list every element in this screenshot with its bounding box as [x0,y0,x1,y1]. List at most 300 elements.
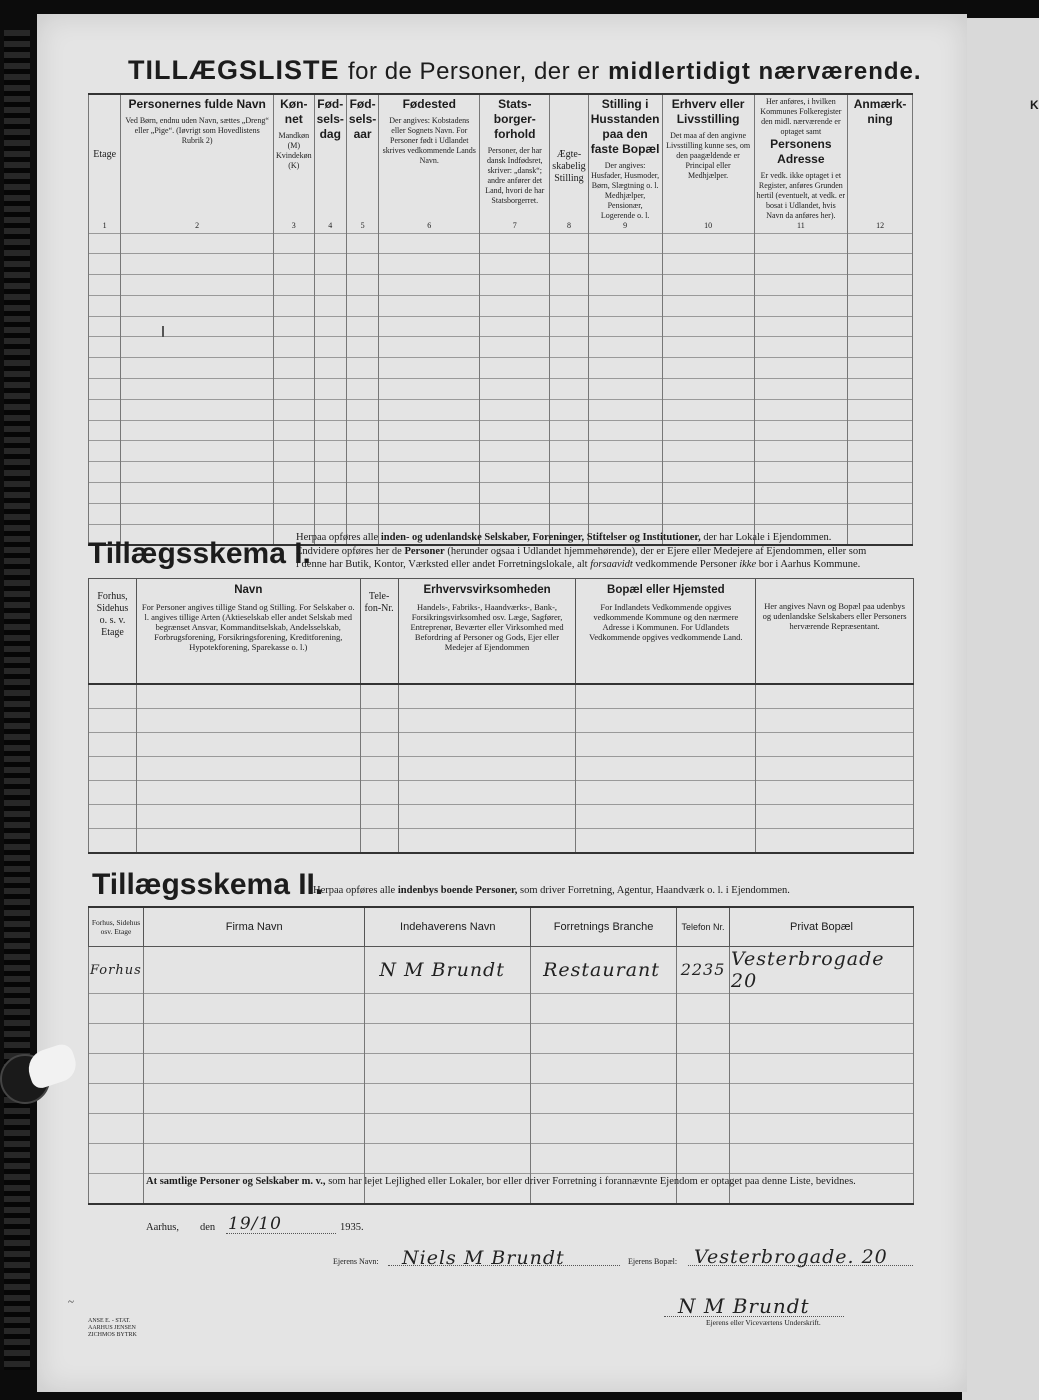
main-title [128,55,922,86]
column-number: 9 [623,220,628,230]
date-label: den [200,1222,216,1233]
table-cell [121,254,274,275]
column-header-4 [531,907,677,947]
table-cell [89,316,121,337]
table-cell [314,295,346,316]
table-cell [365,1054,531,1084]
table-cell [379,399,480,420]
table-cell [754,316,848,337]
table-cell [314,358,346,379]
column-title: Stilling i Husstanden paa den faste Bopæl [590,97,660,156]
table-cell [576,709,756,733]
table-cell [848,420,913,441]
table-cell [346,503,378,524]
owner-name-label: Ejerens Navn: [333,1257,379,1266]
table-cell [89,503,121,524]
table-cell [121,399,274,420]
table-cell [662,420,754,441]
table-cell [121,462,274,483]
table-cell [480,233,550,254]
table-cell [314,233,346,254]
table-cell [754,503,848,524]
table-cell [314,503,346,524]
table-cell [480,420,550,441]
table-cell [550,420,588,441]
table-cell [480,275,550,296]
table-cell [480,483,550,504]
year: 1935. [340,1222,364,1233]
table-cell [588,295,662,316]
column-header-1 [89,579,137,685]
table-cell [677,1024,730,1054]
column-title: Personernes fulde Navn [128,97,266,111]
table-cell [89,1054,144,1084]
place-label: Aarhus, [146,1222,179,1233]
table-cell [89,684,137,709]
table-cell [143,1114,364,1144]
column-note: Forhus, Sidehus o. s. v. Etage [96,591,129,638]
cell-telefon [677,947,730,994]
table-cell [89,733,137,757]
table-cell [89,275,121,296]
table-cell [550,462,588,483]
column-header-6 [730,907,914,947]
table-cell [89,1024,144,1054]
table-cell [662,295,754,316]
pencil-mark: ~ [68,1296,74,1308]
intro-text: Herpaa opføres alle [313,885,396,896]
adjacent-page-letter: K [1030,98,1039,112]
intro-text: i denne har Butik, Kontor, Værksted eller andet Forretningslokale, alt [296,559,588,570]
table-row [89,709,914,733]
table-cell [121,483,274,504]
table-cell [121,503,274,524]
table-cell [480,316,550,337]
table-row [89,829,914,854]
column-note: Handels-, Fabriks-, Haandværks-, Bank-, Forsikringsvirksomhed osv. Læge, Sagfører, Entreprenør, Beværter eller Virksomhed med Befordring af Personer og Gods, Ejer eller Medejer af Ejendommen [410,602,564,652]
table-cell [480,399,550,420]
table-cell [89,1144,144,1174]
table-cell [274,295,315,316]
column-header-10 [662,94,754,233]
table-cell [121,358,274,379]
column-title: Firma Navn [225,920,283,933]
table-cell [588,462,662,483]
table-cell [848,316,913,337]
adjacent-page [962,18,1039,1400]
table-cell [576,805,756,829]
table-cell [531,1114,677,1144]
local-business-table [88,906,914,1205]
cell-bopael [730,947,914,994]
table-cell [662,316,754,337]
handwritten-etage: Forhus [90,963,142,978]
table-cell [365,1084,531,1114]
table-cell [730,1084,914,1114]
table-cell [346,358,378,379]
table-cell [677,1054,730,1084]
column-number: 10 [704,220,713,230]
table-cell [121,316,274,337]
intro-text: som driver Forretning, Agentur, Haandværk o. l. i Ejendommen. [519,885,790,896]
table-cell [136,805,360,829]
table-row [89,233,913,254]
table-cell [588,399,662,420]
table-cell [754,233,848,254]
handwritten-phone: 2235 [680,960,726,979]
table-cell [848,399,913,420]
table-cell [314,462,346,483]
table-cell [314,337,346,358]
table-cell [480,295,550,316]
table-cell [754,295,848,316]
table-cell [121,233,274,254]
table-cell [346,275,378,296]
intro-bold: indenbys boende Personer, [397,885,518,896]
table-cell [576,781,756,805]
column-number: 11 [797,220,805,230]
column-number: 8 [566,220,571,230]
table-row [89,1024,914,1054]
companies-table-body [89,684,914,853]
column-note: Her angives Navn og Bopæl paa udenbys og udenlandske Selskabers eller Personers herværende Repræsentant. [762,601,907,631]
table-cell [379,462,480,483]
column-title: Forretnings Branche [553,920,654,933]
table-cell [398,733,576,757]
table-cell [531,994,677,1024]
table-cell [314,399,346,420]
table-cell [89,829,137,854]
column-header-3 [365,907,531,947]
table-cell [89,994,144,1024]
table-cell [360,757,398,781]
table-cell [360,684,398,709]
table-cell [346,399,378,420]
table-cell [89,1174,144,1205]
table-cell [379,337,480,358]
table-cell [274,503,315,524]
table-cell [756,733,914,757]
table-cell [754,358,848,379]
column-header-2 [121,94,274,233]
column-header-6 [756,579,914,685]
table-cell [379,316,480,337]
table-cell [89,781,137,805]
table-cell [121,379,274,400]
column-title: Erhverv eller Livsstilling [671,97,745,126]
table-cell [480,441,550,462]
table-cell [754,399,848,420]
table-cell [89,358,121,379]
declaration [146,1176,916,1187]
table-row [89,503,913,524]
column-note: For Personer angives tillige Stand og Stilling. For Selskaber o. l. angives tillige Arten (Aktieselskab eller andet Selskab med begrænset Ansvar, Kommanditselskab, Andelsselskab, Forbrugsforening, Forsikringsforening, Kreditforening, Hypotekforening, Sparekasse o. l.) [141,602,355,652]
column-note: Etage [93,149,117,160]
table-cell [754,379,848,400]
table-cell [848,483,913,504]
table-cell [730,1054,914,1084]
table-cell [480,337,550,358]
table-cell [588,337,662,358]
table-cell [398,781,576,805]
column-header-3 [360,579,398,685]
table-cell [662,337,754,358]
table-cell [662,441,754,462]
table-cell [550,254,588,275]
table-cell [848,254,913,275]
table-cell [314,441,346,462]
column-header-1 [89,94,121,233]
column-header-4 [314,94,346,233]
table-cell [848,379,913,400]
table-cell [588,441,662,462]
table-cell [379,358,480,379]
table-cell [754,420,848,441]
table-cell [365,1114,531,1144]
table-cell [136,684,360,709]
intro-text: der har Lokale i Ejendommen. [703,532,832,543]
table-cell [398,757,576,781]
table-cell [480,503,550,524]
table-cell [89,462,121,483]
table-cell [756,829,914,854]
declaration-bold: At samtlige Personer og Selskaber m. v., [146,1176,326,1187]
table-cell [136,781,360,805]
table-cell [756,709,914,733]
table-cell [379,483,480,504]
table-row [89,1114,914,1144]
column-title: Indehaverens Navn [400,920,496,933]
table-cell [360,829,398,854]
table-row [89,275,913,296]
table-cell [848,358,913,379]
table-cell [314,379,346,400]
column-title: Personens Adresse [770,137,832,166]
table-cell [346,233,378,254]
column-header-1 [89,907,144,947]
table-cell [346,379,378,400]
column-title: Fødested [402,97,456,111]
intro-text: bor i Aarhus Kommune. [758,559,861,570]
printer-mark: ANSE E. - STAT. AARHUS JENSEN ZICHMOS BYTRK [88,1318,137,1338]
table-cell [848,295,913,316]
table-cell [89,805,137,829]
table-cell [143,1144,364,1174]
table-cell [89,254,121,275]
table-cell [588,316,662,337]
table-cell [550,379,588,400]
table-cell [480,358,550,379]
table-cell [360,805,398,829]
table-cell [756,757,914,781]
table-cell [314,254,346,275]
column-title: Bopæl eller Hjemsted [607,584,725,596]
table-cell [398,709,576,733]
table-row [89,295,913,316]
table-cell [662,462,754,483]
table-cell [346,254,378,275]
table-cell [677,1144,730,1174]
table-row [89,379,913,400]
table-cell [379,233,480,254]
companies-table [88,578,914,854]
intro-text: Endvidere opføres her de [296,545,402,557]
column-header-3 [274,94,315,233]
column-header-11 [754,94,848,233]
column-header-2 [136,579,360,685]
binder-clip [0,1040,78,1110]
table-cell [550,275,588,296]
table-cell [754,462,848,483]
column-number: 1 [102,220,107,230]
table-cell [754,337,848,358]
intro-text: vedkommende Personer [635,559,737,570]
table-cell [89,420,121,441]
table-cell [576,757,756,781]
table-cell [89,1114,144,1144]
table-cell [314,316,346,337]
table-cell [576,733,756,757]
table-cell [365,994,531,1024]
table-cell [89,441,121,462]
pencil-mark [162,326,164,337]
table-cell [662,399,754,420]
table-cell [360,733,398,757]
table-cell [365,1144,531,1174]
table-cell [756,684,914,709]
table-row [89,462,913,483]
table-cell [662,379,754,400]
main-title-bold: TILLÆGSLISTE [128,55,340,85]
table-cell [121,295,274,316]
table-cell [588,254,662,275]
table-cell [274,420,315,441]
column-header-2 [143,907,364,947]
table-row [89,805,914,829]
table-row [89,483,913,504]
table-cell [89,757,137,781]
table-cell [677,1084,730,1114]
table-cell [754,275,848,296]
column-number: 2 [195,220,200,230]
table-cell [576,829,756,854]
table-cell [677,1114,730,1144]
table-row [89,684,914,709]
persons-table-header [89,94,913,233]
table-cell [756,781,914,805]
column-note: Ved Børn, endnu uden Navn, sættes „Dreng“ eller „Pige“. (Iøvrigt som Hovedlistens Rubrik 2) [125,116,269,145]
table-cell [89,233,121,254]
table-cell [754,441,848,462]
table-cell [754,483,848,504]
table-cell [662,254,754,275]
table-row [89,1144,914,1174]
table-cell [274,483,315,504]
table-row [89,337,913,358]
cell-indehaver [365,947,531,994]
column-number: 4 [328,220,333,230]
table-cell [531,1024,677,1054]
table-cell [379,441,480,462]
table-cell [550,316,588,337]
intro-bold: Personer [404,545,445,557]
table-cell [398,684,576,709]
table-cell [550,399,588,420]
table-cell [531,1084,677,1114]
column-note: Her anføres, i hvilken Kommunes Folkeregister den midl. nærværende er optaget samt [760,97,842,136]
column-title: Stats-borger-forhold [493,97,536,141]
table-cell [662,483,754,504]
main-title-end: midlertidigt nærværende. [608,58,922,85]
column-title: Fød-sels-aar [348,97,377,141]
table-cell [588,503,662,524]
persons-table [88,93,913,546]
table-cell [662,275,754,296]
table-cell [136,829,360,854]
table-cell [136,733,360,757]
table-cell [360,781,398,805]
table-cell [550,233,588,254]
table-cell [480,254,550,275]
table-cell [588,379,662,400]
column-title: Erhvervsvirksomheden [423,584,551,596]
local-business-table-body [89,994,914,1205]
table-cell [848,462,913,483]
table-cell [89,379,121,400]
table-row [89,757,914,781]
table-cell [662,358,754,379]
handwritten-date: 19/10 [228,1214,282,1234]
section1-title: Tillægsskema I. [88,537,311,570]
cell-firma [143,947,364,994]
table-cell [274,316,315,337]
column-number: 5 [360,220,365,230]
column-header-6 [379,94,480,233]
table-row [89,1084,914,1114]
table-cell [379,275,480,296]
table-cell [346,441,378,462]
table-row [89,441,913,462]
table-cell [550,295,588,316]
column-title: Anmærk-ning [853,97,907,126]
table-cell [550,483,588,504]
table-cell [121,337,274,358]
column-note: For Indlandets Vedkommende opgives vedkommende Kommune og den nærmere Adresse i Kommunen. For Udlandets Vedkommende opgives vedkommende Land. [589,602,743,642]
table-cell [143,1084,364,1114]
table-cell [89,399,121,420]
intro-italic: forsaavidt [590,559,633,570]
table-cell [121,275,274,296]
table-row [89,316,913,337]
table-cell [89,709,137,733]
table-cell [274,399,315,420]
column-header-7 [480,94,550,233]
column-note: Tele-fon-Nr. [364,591,394,614]
table-cell [89,337,121,358]
table-row [89,1054,914,1084]
table-cell [346,337,378,358]
column-title: Telefon Nr. [681,921,725,932]
table-cell [730,1024,914,1054]
table-cell [576,684,756,709]
intro-text: Herpaa opføres alle [296,532,379,543]
column-header-12 [848,94,913,233]
column-note: Er vedk. ikke optaget i et Register, anføres Grunden hertil (eventuelt, at vedk. er bosat i Udlandet, hvis Navn da anføres her). [756,171,846,220]
section1-intro [296,531,916,572]
intro-text: (herunder ogsaa i Udlandet hjemmehørende), der er Ejere eller Medejere af Ejendommen, eller som [447,545,867,557]
column-title: Privat Bopæl [790,920,853,933]
table-cell [121,441,274,462]
